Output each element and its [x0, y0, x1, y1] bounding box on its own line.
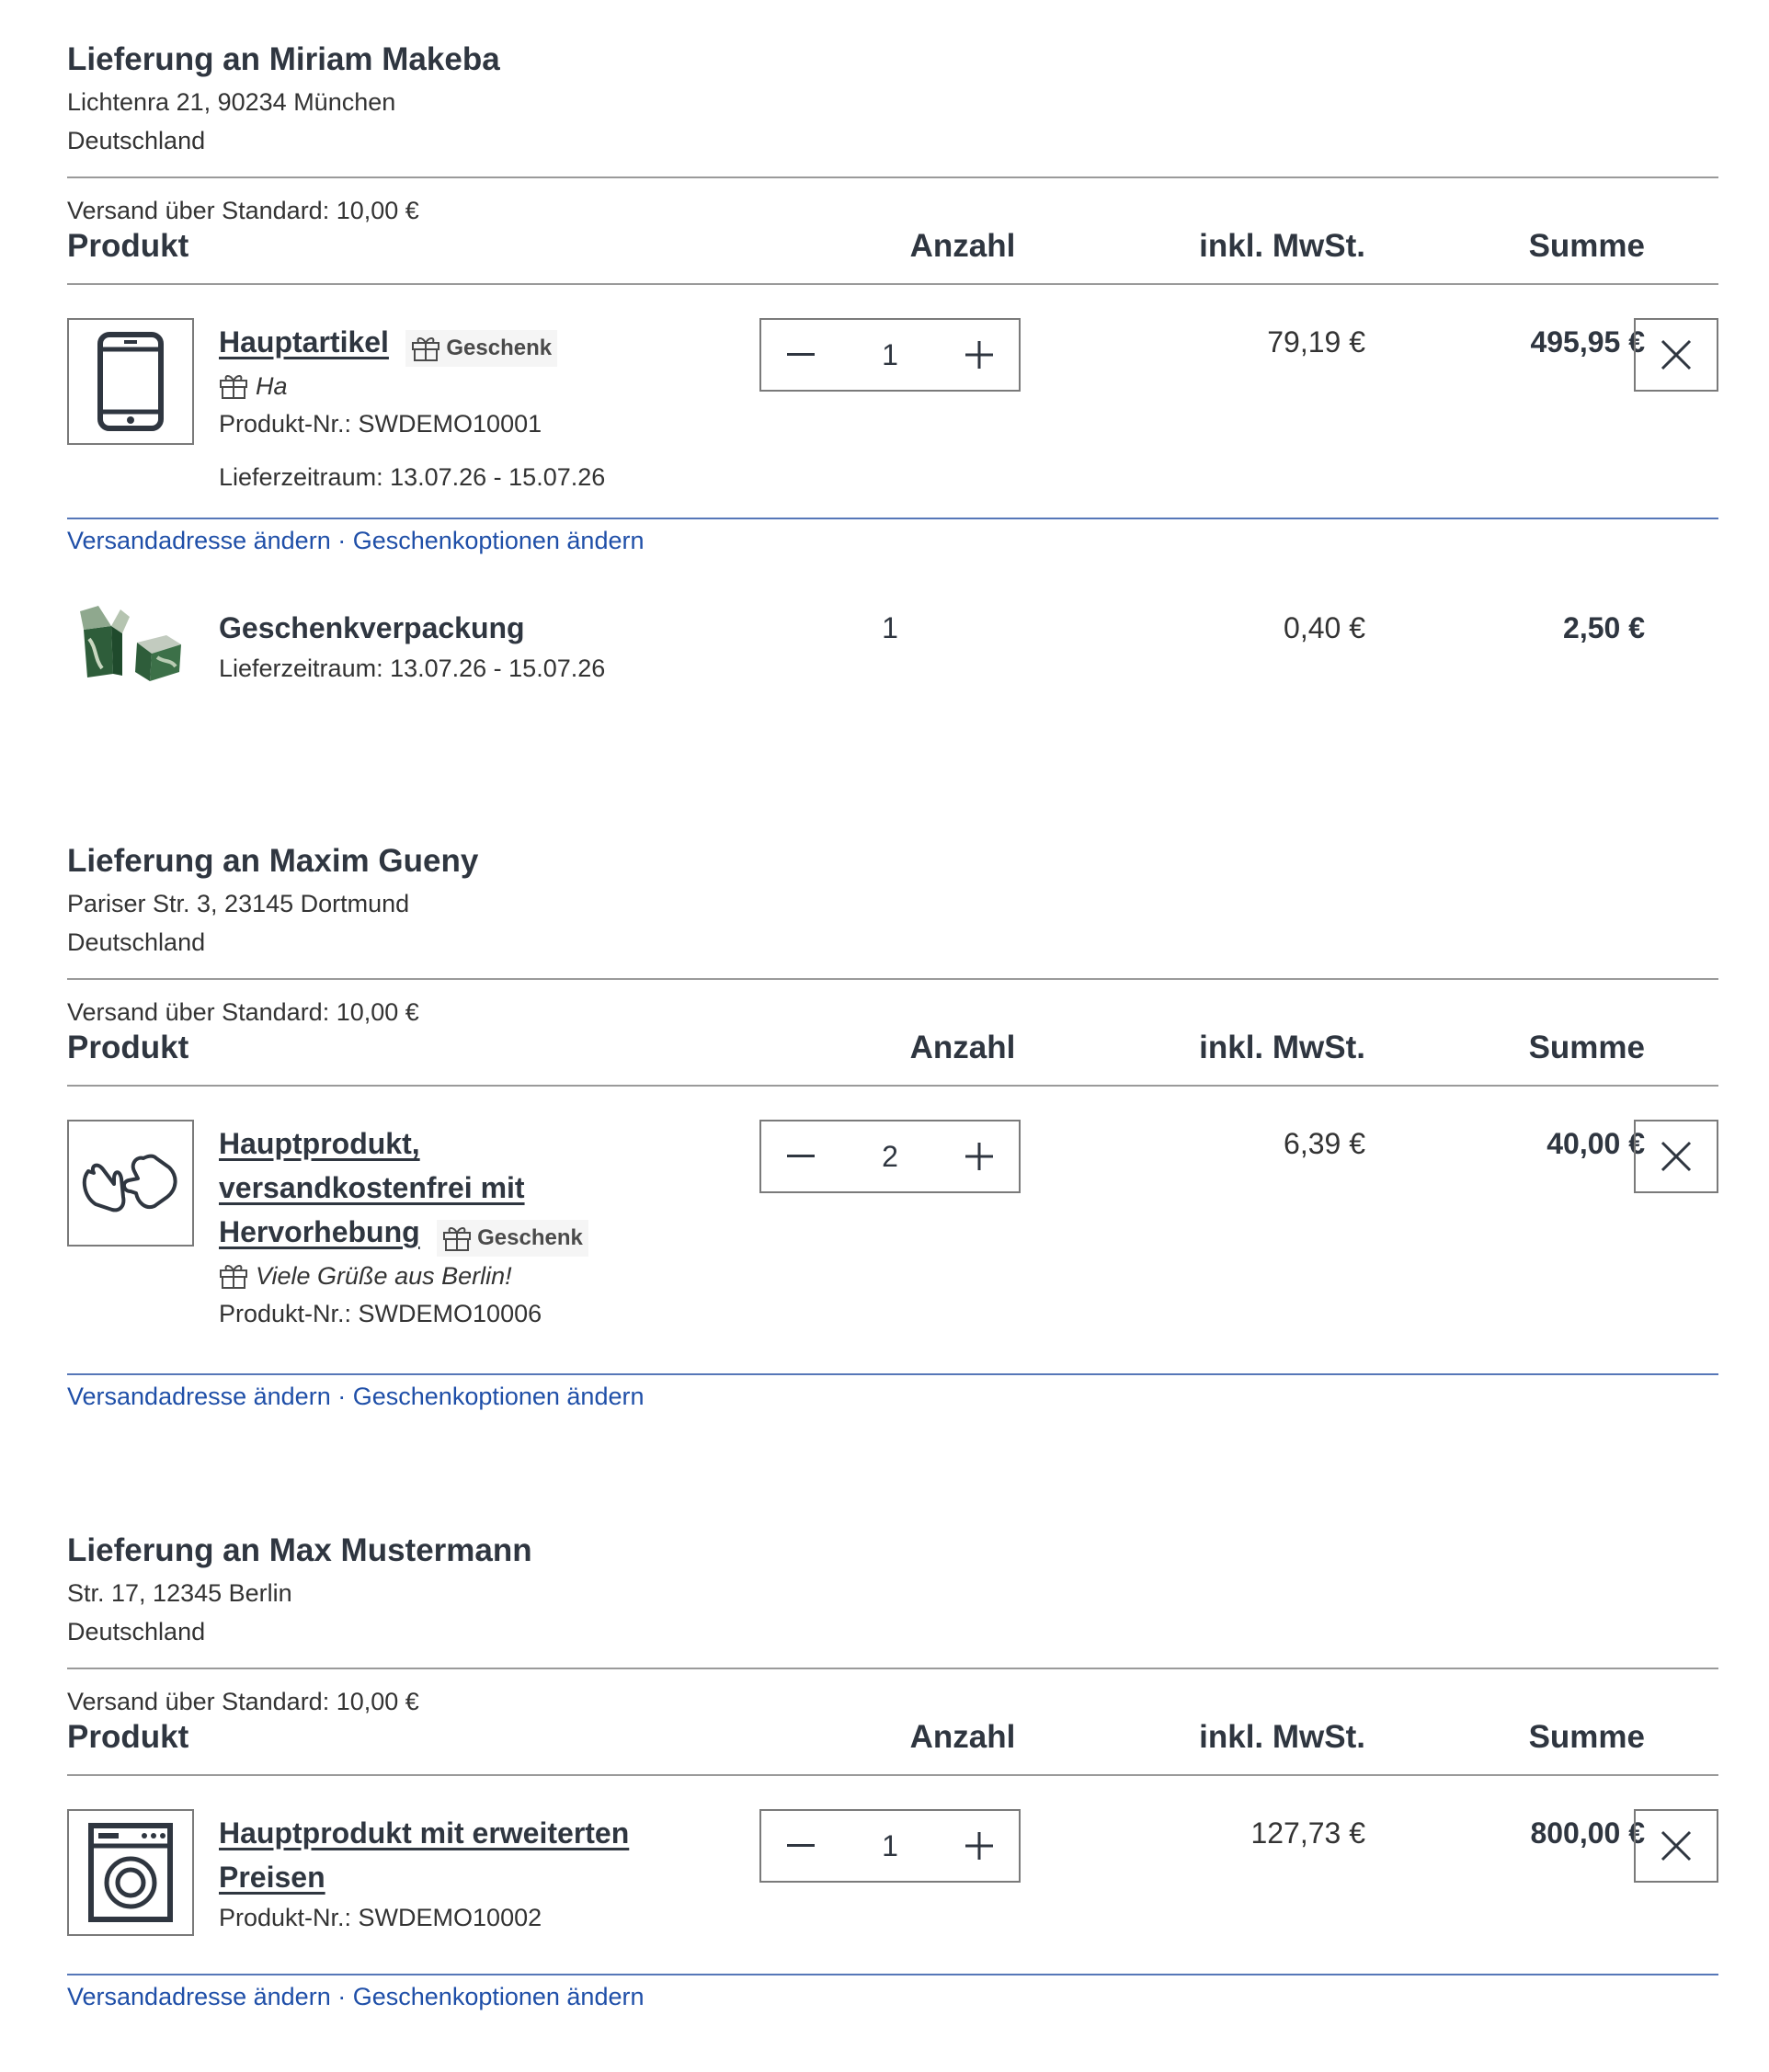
washing-machine-icon: [87, 1822, 174, 1923]
delivery-section-3: [67, 1528, 1718, 2018]
delivery-address: [67, 37, 1718, 176]
gift-wrap-total: 2,50 €: [1563, 611, 1645, 644]
close-icon: [1661, 1141, 1692, 1172]
item-actions: [67, 1975, 1718, 2018]
line-total: 800,00 €: [1530, 1816, 1645, 1850]
quantity-stepper: [759, 1809, 1021, 1883]
change-gift-options-link[interactable]: Geschenkoptionen ändern: [352, 1983, 645, 2010]
gift-icon: [219, 1262, 248, 1290]
gift-icon: [442, 1224, 472, 1252]
column-header-quantity: Anzahl: [909, 1030, 1016, 1065]
column-header-quantity: Anzahl: [909, 1719, 1016, 1755]
product-title-line[interactable]: Hauptprodukt,: [219, 1127, 420, 1160]
item-actions: [67, 519, 1718, 562]
link-separator: ·: [337, 527, 347, 554]
column-header-tax: inkl. MwSt.: [1199, 1719, 1365, 1755]
delivery-heading: Lieferung an Maxim Gueny: [67, 843, 479, 879]
minus-icon: [787, 1155, 815, 1158]
gift-badge: [405, 330, 557, 367]
delivery-period: Lieferzeitraum: 13.07.26 - 15.07.26: [219, 462, 606, 491]
divider: [67, 978, 1718, 980]
remove-item-button[interactable]: [1634, 1809, 1718, 1883]
delivery-period: Lieferzeitraum: 13.07.26 - 15.07.26: [219, 655, 606, 682]
shipping-method: Versand über Standard: 10,00 €: [67, 998, 419, 1026]
quantity-value[interactable]: 1: [882, 1828, 898, 1862]
unit-tax: 79,19 €: [1267, 325, 1365, 359]
unit-tax: 6,39 €: [1284, 1127, 1365, 1160]
delivery-heading: Lieferung an Miriam Makeba: [67, 41, 500, 77]
plus-icon: [965, 1832, 993, 1860]
quantity-value[interactable]: 1: [882, 337, 898, 371]
table-header: [67, 224, 1718, 283]
column-header-product: Produkt: [67, 1030, 189, 1065]
shipping-method: Versand über Standard: 10,00 €: [67, 197, 419, 224]
column-header-sum: Summe: [1528, 1719, 1645, 1755]
increase-quantity-button[interactable]: [953, 1130, 1006, 1183]
line-item: [67, 1087, 1718, 1373]
gift-badge-label: Geschenk: [477, 1224, 583, 1250]
column-header-quantity: Anzahl: [909, 228, 1016, 264]
plus-icon: [965, 1143, 993, 1170]
gift-wrap-tax: 0,40 €: [1284, 611, 1365, 644]
column-header-tax: inkl. MwSt.: [1199, 1030, 1365, 1065]
divider: [67, 1668, 1718, 1669]
shipping-method: Versand über Standard: 10,00 €: [67, 1688, 419, 1715]
unit-tax: 127,73 €: [1250, 1816, 1365, 1850]
column-header-sum: Summe: [1528, 228, 1645, 264]
quantity-stepper: [759, 1120, 1021, 1193]
address-line: Lichtenra 21, 90234 München: [67, 88, 396, 116]
decrease-quantity-button[interactable]: [774, 328, 827, 381]
table-header: [67, 1026, 1718, 1085]
address-line: Pariser Str. 3, 23145 Dortmund: [67, 890, 410, 917]
product-thumbnail[interactable]: [67, 1809, 194, 1936]
gift-wrap-title: Geschenkverpackung: [219, 611, 525, 644]
product-number: Produkt-Nr.: SWDEMO10001: [219, 409, 542, 438]
item-actions: [67, 1375, 1718, 1417]
line-total: 495,95 €: [1530, 325, 1645, 359]
gift-message: [219, 1257, 826, 1295]
table-header: [67, 1715, 1718, 1774]
change-shipping-address-link[interactable]: Versandadresse ändern: [67, 1383, 331, 1410]
line-item: [67, 1776, 1718, 1974]
gift-wrap-details: [219, 606, 826, 687]
divider: [67, 176, 1718, 178]
link-separator: ·: [337, 1983, 347, 2010]
item-details: [219, 320, 826, 495]
gift-badge-label: Geschenk: [446, 335, 553, 360]
increase-quantity-button[interactable]: [953, 328, 1006, 381]
address-country: Deutschland: [67, 1618, 206, 1645]
column-header-tax: inkl. MwSt.: [1199, 228, 1365, 264]
close-icon: [1661, 339, 1692, 370]
delivery-section-2: [67, 838, 1718, 1417]
gift-wrap-quantity: 1: [882, 611, 898, 644]
remove-item-button[interactable]: [1634, 318, 1718, 392]
mittens-icon: [79, 1151, 182, 1215]
delivery-address: [67, 838, 1718, 978]
column-header-product: Produkt: [67, 228, 189, 264]
minus-icon: [787, 1844, 815, 1848]
increase-quantity-button[interactable]: [953, 1819, 1006, 1873]
gift-icon: [411, 335, 440, 362]
product-title-line[interactable]: Hervorhebung: [219, 1215, 420, 1248]
plus-icon: [965, 341, 993, 369]
gift-wrap-thumbnail: [67, 580, 194, 707]
decrease-quantity-button[interactable]: [774, 1130, 827, 1183]
address-line: Str. 17, 12345 Berlin: [67, 1579, 292, 1607]
gift-icon: [219, 372, 248, 400]
smartphone-icon: [97, 331, 165, 432]
change-gift-options-link[interactable]: Geschenkoptionen ändern: [352, 1383, 645, 1410]
product-thumbnail[interactable]: [67, 318, 194, 445]
gift-message-text: Viele Grüße aus Berlin!: [256, 1261, 512, 1290]
gift-message: [219, 367, 826, 405]
product-title-line[interactable]: Preisen: [219, 1861, 325, 1894]
column-header-product: Produkt: [67, 1719, 189, 1755]
change-shipping-address-link[interactable]: Versandadresse ändern: [67, 527, 331, 554]
product-title-line[interactable]: versandkostenfrei mit: [219, 1171, 525, 1204]
gift-message-text: Ha: [256, 371, 288, 400]
line-item: [67, 285, 1718, 518]
change-shipping-address-link[interactable]: Versandadresse ändern: [67, 1983, 331, 2010]
product-number: Produkt-Nr.: SWDEMO10006: [219, 1299, 542, 1327]
close-icon: [1661, 1830, 1692, 1861]
product-thumbnail[interactable]: [67, 1120, 194, 1247]
remove-item-button[interactable]: [1634, 1120, 1718, 1193]
column-header-sum: Summe: [1528, 1030, 1645, 1065]
delivery-section-1: [67, 37, 1718, 690]
product-number: Produkt-Nr.: SWDEMO10002: [219, 1904, 542, 1931]
gift-wrap-item: [67, 562, 1718, 690]
quantity-stepper: [759, 318, 1021, 392]
change-gift-options-link[interactable]: Geschenkoptionen ändern: [352, 527, 645, 554]
line-total: 40,00 €: [1546, 1127, 1645, 1160]
gift-box-image: [71, 602, 190, 685]
address-country: Deutschland: [67, 928, 206, 956]
delivery-address: [67, 1528, 1718, 1668]
address-country: Deutschland: [67, 127, 206, 154]
product-title-link[interactable]: Hauptartikel: [219, 325, 389, 359]
minus-icon: [787, 353, 815, 357]
product-title-line[interactable]: Hauptprodukt mit erweiterten: [219, 1816, 630, 1850]
quantity-value[interactable]: 2: [882, 1139, 898, 1173]
link-separator: ·: [337, 1383, 347, 1410]
delivery-heading: Lieferung an Max Mustermann: [67, 1532, 532, 1568]
decrease-quantity-button[interactable]: [774, 1819, 827, 1873]
item-details: [219, 1811, 826, 1936]
gift-badge: [437, 1220, 588, 1257]
item-details: [219, 1121, 826, 1332]
